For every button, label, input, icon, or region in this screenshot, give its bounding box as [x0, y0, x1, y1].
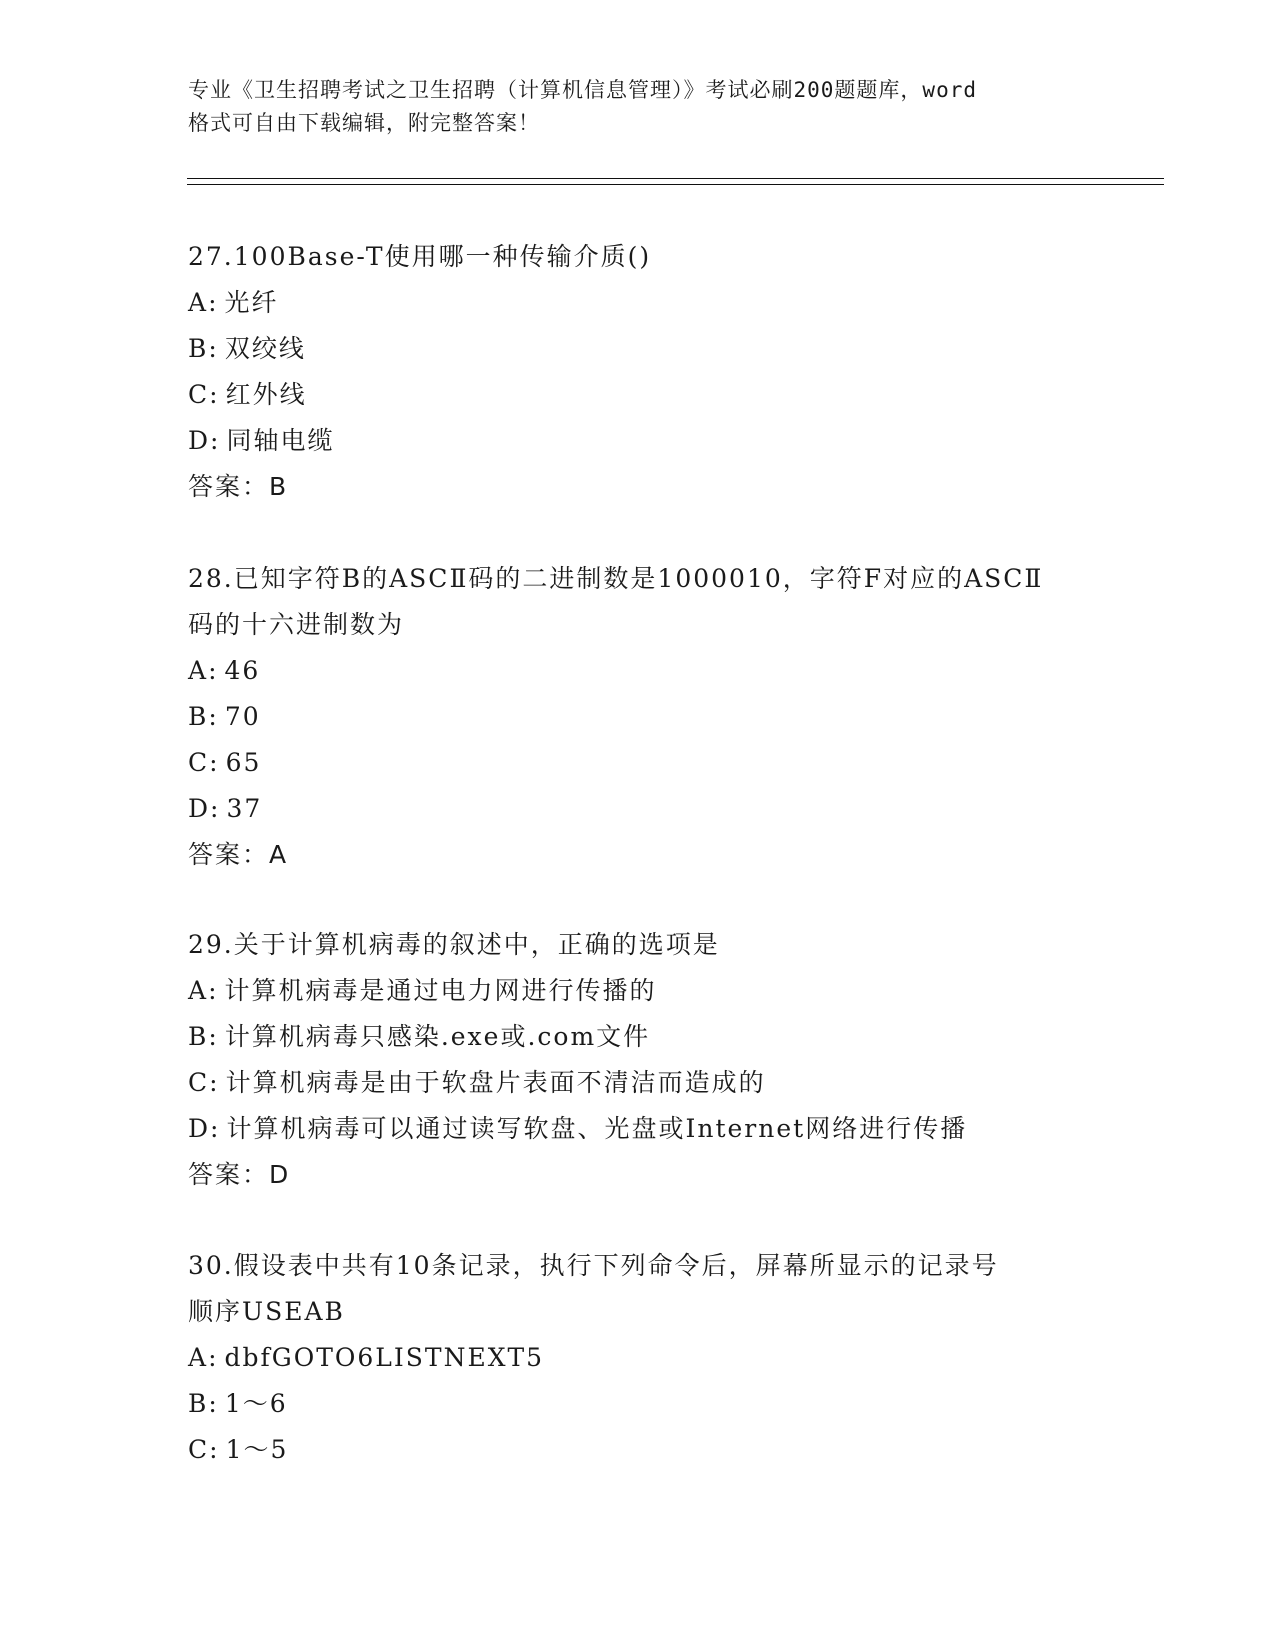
option-key: C	[188, 748, 210, 777]
option-sep: :	[210, 794, 221, 823]
option-sep: :	[209, 1435, 220, 1464]
option-key: A	[188, 976, 209, 1005]
question-text-line-2: 码的十六进制数为	[188, 610, 405, 639]
header-line-2: 格式可自由下载编辑，附完整答案！	[188, 111, 540, 135]
option-key: C	[188, 1435, 210, 1464]
option-b	[188, 1014, 1088, 1060]
option-d	[188, 786, 1088, 832]
option-value: 1～6	[224, 1389, 288, 1418]
option-sep: :	[208, 288, 219, 317]
option-value: 65	[225, 748, 262, 777]
question-30	[188, 1243, 1088, 1473]
option-key: D	[188, 794, 211, 823]
option-key: C	[188, 380, 210, 409]
header-divider-bottom	[187, 184, 1164, 185]
option-c	[188, 372, 1088, 418]
header-divider-top	[187, 178, 1164, 179]
answer-label: 答案	[188, 840, 243, 869]
option-key: C	[188, 1068, 210, 1097]
answer-line	[188, 1152, 1088, 1198]
option-key: A	[188, 288, 209, 317]
option-sep: :	[208, 976, 219, 1005]
question-text-line-1: 30.假设表中共有10条记录，执行下列命令后，屏幕所显示的记录号	[188, 1251, 999, 1280]
option-key: D	[188, 1114, 211, 1143]
option-value: 计算机病毒是由于软盘片表面不清洁而造成的	[225, 1068, 766, 1097]
option-sep: :	[208, 702, 219, 731]
answer-value: A	[269, 840, 289, 869]
option-value: 计算机病毒只感染.exe或.com文件	[224, 1022, 651, 1051]
option-key: D	[188, 426, 211, 455]
question-text-line-1: 28.已知字符B的ASCⅡ码的二进制数是1000010，字符F对应的ASCⅡ	[188, 564, 1044, 593]
option-key: B	[188, 1022, 209, 1051]
answer-label: 答案	[188, 472, 243, 501]
option-b	[188, 326, 1088, 372]
option-c	[188, 740, 1088, 786]
option-sep: :	[208, 334, 219, 363]
option-key: B	[188, 1389, 209, 1418]
question-28	[188, 556, 1088, 878]
option-sep: :	[209, 1068, 220, 1097]
option-sep: :	[208, 656, 219, 685]
option-value: dbfGOTO6LISTNEXT5	[224, 1343, 545, 1372]
option-value: 同轴电缆	[226, 426, 335, 455]
answer-value: D	[269, 1160, 291, 1189]
option-key: B	[188, 334, 209, 363]
option-value: 双绞线	[224, 334, 306, 363]
option-sep: :	[210, 426, 221, 455]
option-c	[188, 1427, 1088, 1473]
option-key: A	[188, 1343, 209, 1372]
option-value: 光纤	[224, 288, 279, 317]
answer-line	[188, 464, 1088, 510]
option-d	[188, 418, 1088, 464]
question-text-line-2: 顺序USEAB	[188, 1297, 345, 1326]
option-b	[188, 1381, 1088, 1427]
option-b	[188, 694, 1088, 740]
question-27	[188, 234, 1088, 510]
option-value: 计算机病毒是通过电力网进行传播的	[224, 976, 657, 1005]
option-key: B	[188, 702, 209, 731]
answer-label: 答案	[188, 1160, 243, 1189]
option-key: A	[188, 656, 209, 685]
option-value: 70	[224, 702, 261, 731]
option-c	[188, 1060, 1088, 1106]
question-29	[188, 922, 1088, 1198]
option-sep: :	[208, 1343, 219, 1372]
option-sep: :	[209, 748, 220, 777]
option-value: 计算机病毒可以通过读写软盘、光盘或Internet网络进行传播	[226, 1114, 968, 1143]
option-d	[188, 1106, 1088, 1152]
answer-sep: ：	[242, 472, 270, 501]
document-header	[188, 74, 1088, 140]
option-a	[188, 1335, 1088, 1381]
option-sep: :	[210, 1114, 221, 1143]
option-sep: :	[208, 1389, 219, 1418]
header-line-1: 专业《卫生招聘考试之卫生招聘（计算机信息管理）》考试必刷200题题库，word	[188, 78, 977, 102]
question-text: 27.100Base-T使用哪一种传输介质()	[188, 242, 652, 271]
option-value: 46	[224, 656, 261, 685]
option-value: 37	[226, 794, 263, 823]
answer-sep: ：	[242, 840, 270, 869]
question-text: 29.关于计算机病毒的叙述中，正确的选项是	[188, 930, 720, 959]
option-sep: :	[209, 380, 220, 409]
option-sep: :	[208, 1022, 219, 1051]
answer-line	[188, 832, 1088, 878]
option-a	[188, 968, 1088, 1014]
option-a	[188, 280, 1088, 326]
answer-value: B	[269, 472, 289, 501]
answer-sep: ：	[242, 1160, 270, 1189]
option-a	[188, 648, 1088, 694]
option-value: 红外线	[225, 380, 307, 409]
option-value: 1～5	[225, 1435, 289, 1464]
